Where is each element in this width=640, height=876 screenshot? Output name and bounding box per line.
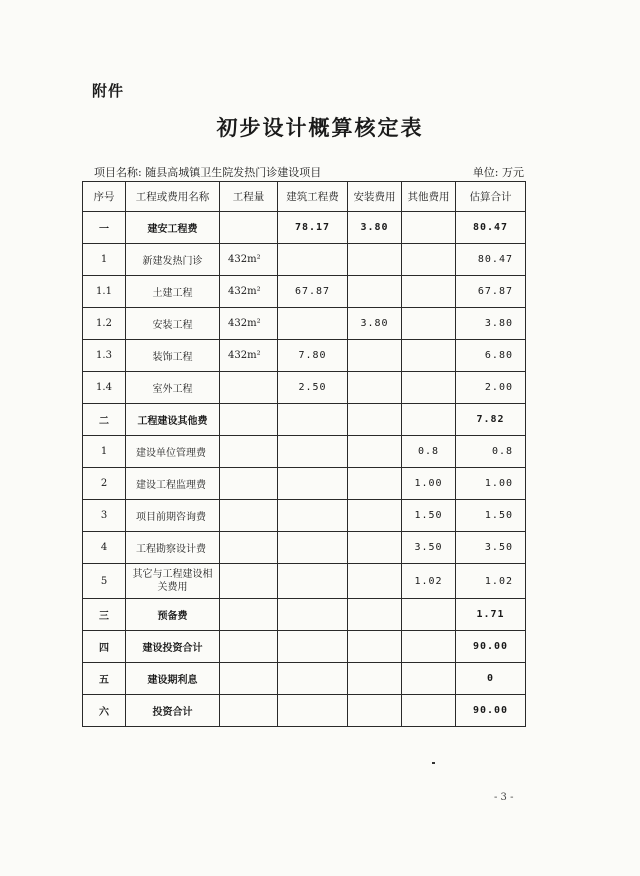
cell-qty bbox=[220, 372, 278, 404]
cell-build bbox=[278, 532, 348, 564]
cell-total: 2.00 bbox=[456, 372, 526, 404]
cell-build bbox=[278, 500, 348, 532]
cell-seq: 1 bbox=[83, 436, 126, 468]
header-total: 估算合计 bbox=[456, 182, 526, 212]
cell-install bbox=[348, 436, 402, 468]
cell-name: 建设期利息 bbox=[126, 663, 220, 695]
cell-seq: 1 bbox=[83, 244, 126, 276]
cell-seq: 一 bbox=[83, 212, 126, 244]
cell-name: 土建工程 bbox=[126, 276, 220, 308]
table-row bbox=[83, 244, 526, 276]
table-row bbox=[83, 532, 526, 564]
cell-seq: 4 bbox=[83, 532, 126, 564]
cell-other bbox=[402, 276, 456, 308]
cell-seq: 六 bbox=[83, 695, 126, 727]
cell-other bbox=[402, 244, 456, 276]
cell-qty: 432m² bbox=[220, 244, 278, 276]
cell-install bbox=[348, 468, 402, 500]
cell-qty bbox=[220, 500, 278, 532]
cell-seq: 三 bbox=[83, 599, 126, 631]
cell-install bbox=[348, 244, 402, 276]
cell-qty bbox=[220, 212, 278, 244]
page-title: 初步设计概算核定表 bbox=[216, 115, 424, 140]
cell-name: 预备费 bbox=[126, 599, 220, 631]
cell-seq: 2 bbox=[83, 468, 126, 500]
cell-qty: 432m² bbox=[220, 276, 278, 308]
cell-name: 工程勘察设计费 bbox=[126, 532, 220, 564]
cell-build bbox=[278, 436, 348, 468]
cell-build: 67.87 bbox=[278, 276, 348, 308]
cell-qty bbox=[220, 436, 278, 468]
cell-other: 1.00 bbox=[402, 468, 456, 500]
cell-total: 1.02 bbox=[456, 564, 526, 599]
cell-other bbox=[402, 599, 456, 631]
table-row bbox=[83, 599, 526, 631]
cell-other bbox=[402, 308, 456, 340]
cell-install bbox=[348, 599, 402, 631]
project-name: 项目名称: 随县高城镇卫生院发热门诊建设项目 bbox=[94, 166, 322, 179]
cell-seq: 四 bbox=[83, 631, 126, 663]
cell-total: 3.50 bbox=[456, 532, 526, 564]
cell-qty: 432m² bbox=[220, 340, 278, 372]
attachment-label: 附件 bbox=[92, 82, 125, 100]
cell-total: 1.50 bbox=[456, 500, 526, 532]
cell-total: 67.87 bbox=[456, 276, 526, 308]
cell-qty bbox=[220, 404, 278, 436]
cell-total: 0.8 bbox=[456, 436, 526, 468]
cell-build bbox=[278, 244, 348, 276]
cell-total: 1.00 bbox=[456, 468, 526, 500]
cell-build bbox=[278, 631, 348, 663]
cell-qty bbox=[220, 631, 278, 663]
cell-other bbox=[402, 340, 456, 372]
unit-label: 单位: 万元 bbox=[472, 166, 524, 179]
cell-install bbox=[348, 276, 402, 308]
header-install: 安装费用 bbox=[348, 182, 402, 212]
cell-name: 投资合计 bbox=[126, 695, 220, 727]
cell-seq: 1.2 bbox=[83, 308, 126, 340]
header-name: 工程或费用名称 bbox=[126, 182, 220, 212]
cell-build bbox=[278, 468, 348, 500]
header-other: 其他费用 bbox=[402, 182, 456, 212]
cell-install bbox=[348, 695, 402, 727]
cell-name: 其它与工程建设相关费用 bbox=[126, 564, 220, 599]
cell-install bbox=[348, 500, 402, 532]
cell-name: 室外工程 bbox=[126, 372, 220, 404]
table-meta bbox=[94, 164, 524, 180]
cell-seq: 五 bbox=[83, 663, 126, 695]
table-row bbox=[83, 276, 526, 308]
table-row bbox=[83, 500, 526, 532]
table-row bbox=[83, 212, 526, 244]
cell-other bbox=[402, 404, 456, 436]
cell-seq: 1.3 bbox=[83, 340, 126, 372]
cell-name: 建设投资合计 bbox=[126, 631, 220, 663]
cell-name: 建安工程费 bbox=[126, 212, 220, 244]
cell-qty bbox=[220, 663, 278, 695]
cell-other bbox=[402, 212, 456, 244]
table-row bbox=[83, 631, 526, 663]
cell-install bbox=[348, 532, 402, 564]
cell-qty bbox=[220, 532, 278, 564]
cell-build bbox=[278, 695, 348, 727]
cell-total: 90.00 bbox=[456, 631, 526, 663]
cell-install bbox=[348, 663, 402, 695]
cell-other bbox=[402, 663, 456, 695]
cell-qty bbox=[220, 599, 278, 631]
cell-total: 80.47 bbox=[456, 212, 526, 244]
table-row bbox=[83, 308, 526, 340]
cell-name: 工程建设其他费 bbox=[126, 404, 220, 436]
cell-other bbox=[402, 631, 456, 663]
cell-total: 80.47 bbox=[456, 244, 526, 276]
cell-name: 安装工程 bbox=[126, 308, 220, 340]
cell-total: 0 bbox=[456, 663, 526, 695]
cell-build bbox=[278, 564, 348, 599]
table-row bbox=[83, 468, 526, 500]
cell-seq: 1.4 bbox=[83, 372, 126, 404]
cell-seq: 5 bbox=[83, 564, 126, 599]
cell-other: 1.50 bbox=[402, 500, 456, 532]
cell-build bbox=[278, 308, 348, 340]
cell-other: 0.8 bbox=[402, 436, 456, 468]
cell-name: 建设单位管理费 bbox=[126, 436, 220, 468]
cell-install bbox=[348, 631, 402, 663]
cell-qty: 432m² bbox=[220, 308, 278, 340]
cell-install bbox=[348, 564, 402, 599]
table-body bbox=[83, 212, 526, 727]
cell-install bbox=[348, 340, 402, 372]
cell-install bbox=[348, 404, 402, 436]
cell-build bbox=[278, 404, 348, 436]
table-row bbox=[83, 695, 526, 727]
table-row bbox=[83, 663, 526, 695]
cell-other bbox=[402, 372, 456, 404]
cell-total: 6.80 bbox=[456, 340, 526, 372]
cell-name: 建设工程监理费 bbox=[126, 468, 220, 500]
cell-build: 78.17 bbox=[278, 212, 348, 244]
table-row bbox=[83, 372, 526, 404]
cell-name: 项目前期咨询费 bbox=[126, 500, 220, 532]
cell-total: 3.80 bbox=[456, 308, 526, 340]
header-seq: 序号 bbox=[83, 182, 126, 212]
table-row bbox=[83, 404, 526, 436]
cell-total: 1.71 bbox=[456, 599, 526, 631]
cell-install: 3.80 bbox=[348, 212, 402, 244]
cell-build bbox=[278, 599, 348, 631]
cell-qty bbox=[220, 695, 278, 727]
table-row bbox=[83, 340, 526, 372]
cell-seq: 3 bbox=[83, 500, 126, 532]
cell-install: 3.80 bbox=[348, 308, 402, 340]
scan-speck bbox=[432, 762, 435, 764]
cell-qty bbox=[220, 564, 278, 599]
cell-other: 3.50 bbox=[402, 532, 456, 564]
cell-name: 新建发热门诊 bbox=[126, 244, 220, 276]
cell-seq: 1.1 bbox=[83, 276, 126, 308]
cell-name: 装饰工程 bbox=[126, 340, 220, 372]
cell-install bbox=[348, 372, 402, 404]
cell-build bbox=[278, 663, 348, 695]
table-row bbox=[83, 564, 526, 599]
cell-qty bbox=[220, 468, 278, 500]
cell-build: 7.80 bbox=[278, 340, 348, 372]
cell-total: 90.00 bbox=[456, 695, 526, 727]
table-header-row bbox=[83, 182, 526, 212]
page-number: - 3 - bbox=[494, 792, 514, 803]
cell-other: 1.02 bbox=[402, 564, 456, 599]
header-qty: 工程量 bbox=[220, 182, 278, 212]
cell-seq: 二 bbox=[83, 404, 126, 436]
table-row bbox=[83, 436, 526, 468]
header-build: 建筑工程费 bbox=[278, 182, 348, 212]
cell-build: 2.50 bbox=[278, 372, 348, 404]
budget-table bbox=[82, 181, 526, 727]
cell-total: 7.82 bbox=[456, 404, 526, 436]
cell-other bbox=[402, 695, 456, 727]
